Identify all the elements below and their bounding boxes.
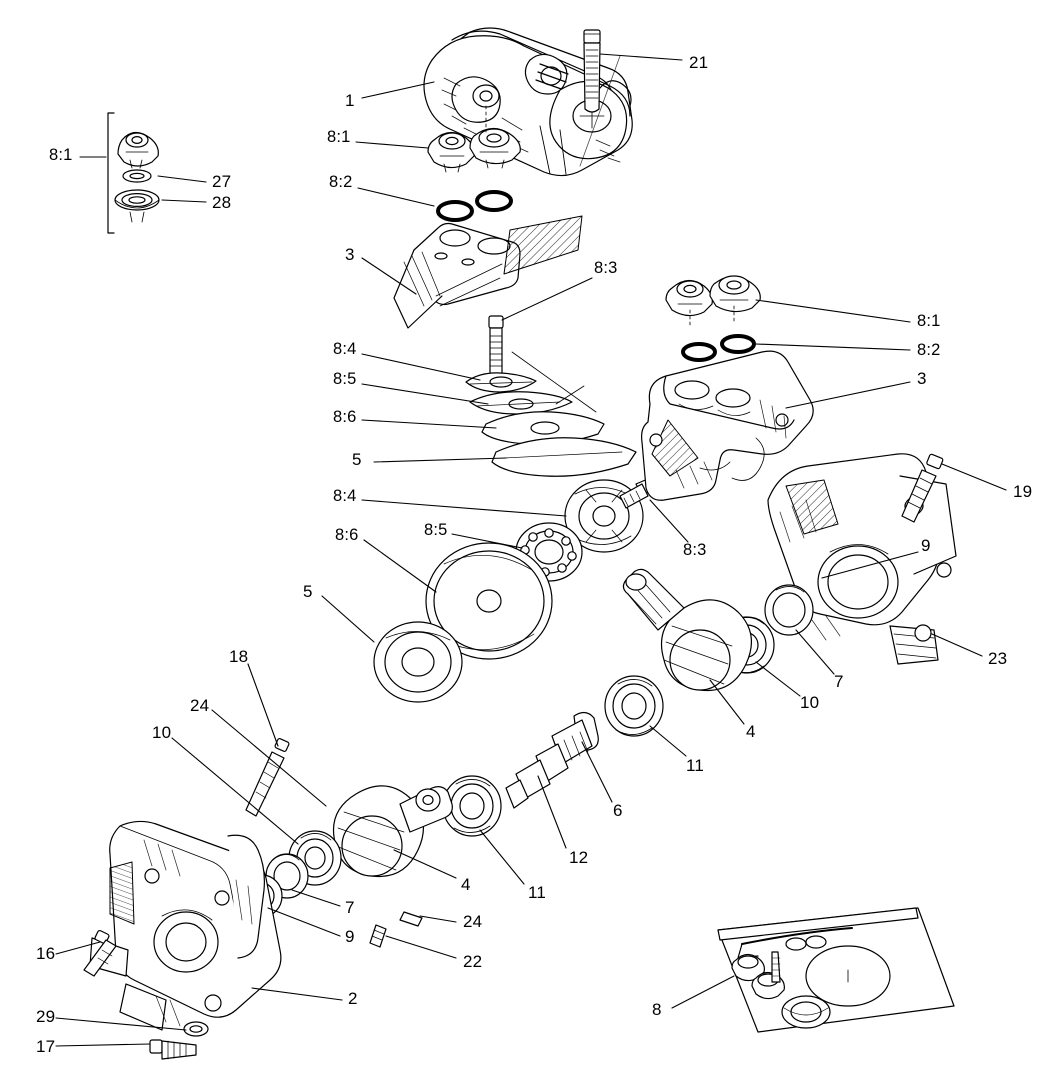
callout-17: 17 <box>36 1037 56 1056</box>
callout-3-right: 3 <box>917 369 927 388</box>
callout-4-left: 4 <box>461 875 471 894</box>
callout-3-left: 3 <box>345 245 355 264</box>
part-4-connecting-rod-left <box>334 786 453 877</box>
callout-2: 2 <box>348 989 358 1008</box>
callout-16: 16 <box>36 944 56 963</box>
callout-11-right: 11 <box>686 756 705 775</box>
callout-8-1-upper: 8:1 <box>327 128 351 146</box>
part-17-bolt <box>150 1040 196 1059</box>
callout-7-left: 7 <box>345 898 355 917</box>
part-21-bolt <box>584 30 600 112</box>
part-5-pulley-lower <box>374 622 462 702</box>
callout-24-upper: 24 <box>190 696 210 715</box>
callout-9-left: 9 <box>345 927 355 946</box>
callout-18: 18 <box>229 647 249 666</box>
callout-10-right: 10 <box>800 693 820 712</box>
callout-4-right: 4 <box>746 722 756 741</box>
callout-9-right: 9 <box>921 536 931 555</box>
callout-10-left: 10 <box>152 723 172 742</box>
callout-1: 1 <box>345 91 355 110</box>
part-8-2-o-rings-upper <box>438 192 511 220</box>
callout-8-1-detail: 8:1 <box>49 146 73 164</box>
callout-8-kit: 8 <box>652 1000 662 1019</box>
part-4-connecting-rod-right <box>623 569 751 690</box>
callout-22: 22 <box>463 952 483 971</box>
callout-8-3-right: 8:3 <box>683 541 707 559</box>
callout-8-6-center: 8:6 <box>335 526 359 544</box>
part-8-3-bolt-left <box>489 316 503 374</box>
callout-8-5-center: 8:5 <box>424 521 448 539</box>
callout-11-left: 11 <box>528 883 547 902</box>
callout-8-4-center: 8:4 <box>333 487 357 505</box>
callout-8-5-left: 8:5 <box>333 370 357 388</box>
part-11-bearing-right <box>605 676 663 736</box>
callout-8-1-right: 8:1 <box>917 312 941 330</box>
callout-23: 23 <box>988 649 1008 668</box>
callout-6: 6 <box>613 801 623 820</box>
callout-8-2-upper: 8:2 <box>329 173 353 191</box>
part-27-seal <box>118 132 158 168</box>
callout-29: 29 <box>36 1007 56 1026</box>
callout-8-3-left: 8:3 <box>594 259 618 277</box>
callout-21: 21 <box>689 53 709 72</box>
part-6-shaft <box>506 712 598 808</box>
part-22-dowel <box>370 925 386 947</box>
part-8-1-nuts-right <box>666 276 760 326</box>
callout-8-6-left: 8:6 <box>333 408 357 426</box>
callout-12: 12 <box>569 848 589 867</box>
callout-5-left: 5 <box>352 450 362 469</box>
callout-24-lower: 24 <box>463 912 483 931</box>
part-8-5-plate-left <box>470 392 572 414</box>
part-29-washer <box>184 1022 208 1036</box>
part-8-4-disc-left <box>466 373 536 392</box>
callout-7-right: 7 <box>834 672 844 691</box>
callout-5-lower: 5 <box>303 582 313 601</box>
callout-8-2-right: 8:2 <box>917 341 941 359</box>
part-24-dowel-lower <box>400 912 422 926</box>
part-28-ring <box>115 190 159 222</box>
part-7-seal-right <box>765 585 813 635</box>
part-2-housing-lower-left <box>90 821 281 1030</box>
part-8-kit-tray <box>718 908 954 1032</box>
part-3-housing-flange-left <box>394 216 582 328</box>
callout-8-4-left: 8:4 <box>333 340 357 358</box>
part-8-1-detail-box <box>108 113 159 233</box>
callout-28: 28 <box>212 193 232 212</box>
callout-19: 19 <box>1013 482 1033 501</box>
part-28-washer <box>123 170 151 182</box>
part-18-bolt <box>246 738 290 816</box>
part-5-plate-left <box>492 438 636 476</box>
callout-27: 27 <box>212 172 232 191</box>
